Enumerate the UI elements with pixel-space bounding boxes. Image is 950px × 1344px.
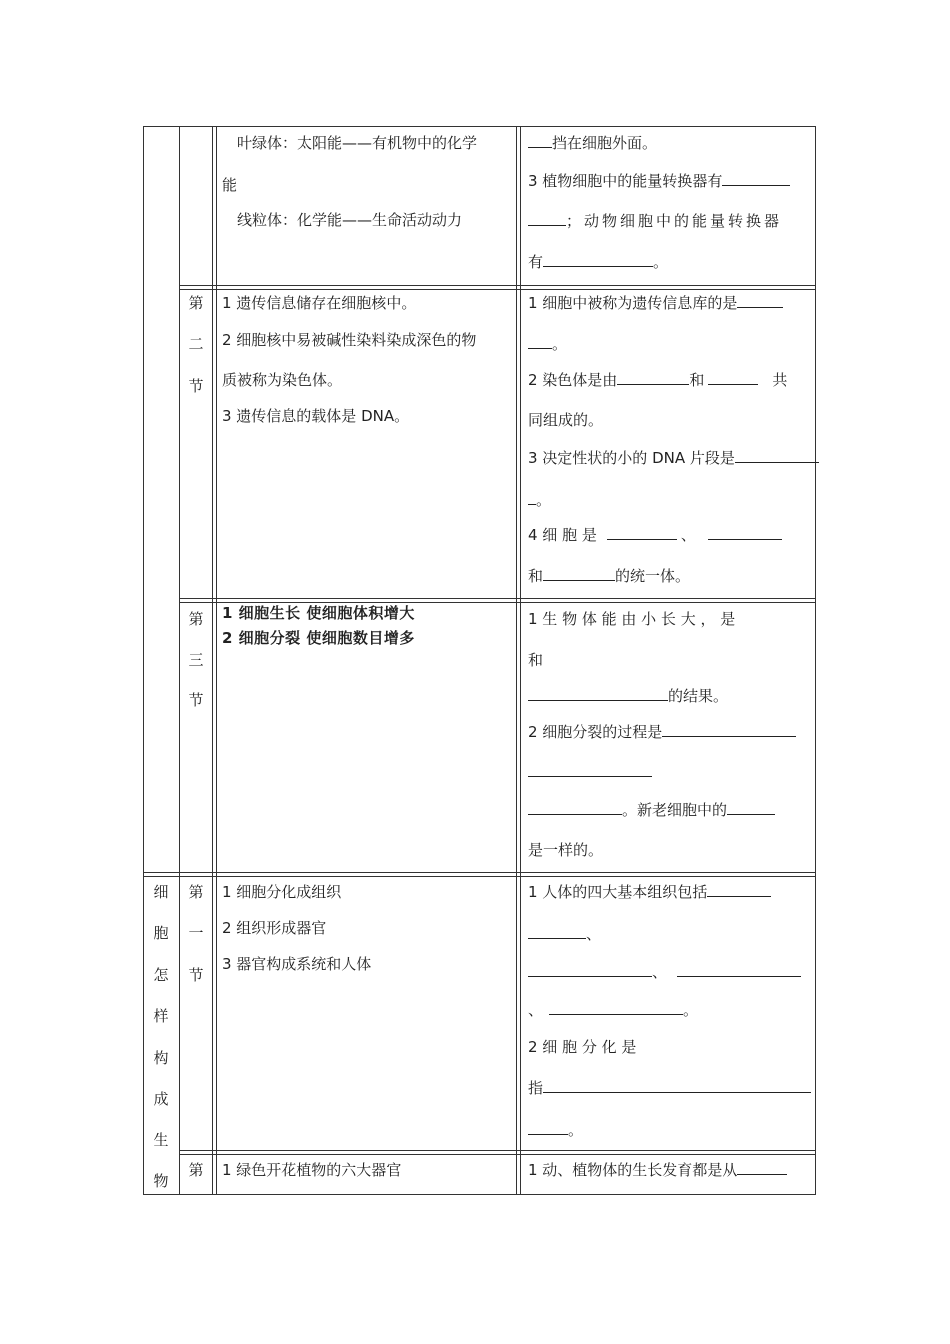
answer-blank[interactable] (543, 566, 615, 581)
answer-blank[interactable] (528, 1120, 568, 1135)
s2-right-q3: 3 决定性状的小的 DNA 片段是 (528, 448, 819, 468)
row-sep-3 (143, 872, 816, 873)
row-sep-4 (179, 1150, 816, 1151)
answer-blank[interactable] (549, 1000, 683, 1015)
s2-right-q1-cont: 。 (528, 334, 567, 354)
col-sep-3 (516, 126, 517, 1195)
c2s1-right-q1-d: 、 。 (528, 1001, 699, 1019)
row-sep-2 (179, 598, 816, 599)
chapter-title-char: 物 (153, 1172, 169, 1190)
col-sep-1 (179, 126, 180, 1195)
s2-left-line-4: 3 遗传信息的载体是 DNA。 (222, 407, 410, 425)
s2-right-q2-cont: 同组成的。 (528, 411, 604, 429)
section-label-char: 二 (188, 335, 204, 353)
c2s1-right-q2: 2 细 胞 分 化 是 (528, 1038, 637, 1056)
s2-left-line-2: 2 细胞核中易被碱性染料染成深色的物 (222, 331, 477, 349)
chapter-title-char: 细 (153, 883, 169, 901)
answer-blank[interactable] (528, 800, 622, 815)
answer-blank[interactable] (662, 722, 796, 737)
s2-left-line-1: 1 遗传信息储存在细胞核中。 (222, 294, 417, 312)
s2-right-q4-cont: 和 的统一体。 (528, 567, 691, 585)
c2s1-left-line-1: 1 细胞分化成组织 (222, 883, 342, 901)
section-label-char: 第 (188, 610, 204, 628)
answer-blank[interactable] (543, 252, 653, 267)
c2s1-right-q2-b: 指 (528, 1078, 811, 1098)
section-label-char: 节 (188, 966, 204, 984)
s3-right-q1-c: 的结果。 (528, 686, 728, 706)
s3-right-q2-c: 。新老细胞中的 (528, 800, 775, 820)
row-sep-3b (143, 876, 816, 877)
top-left-line-1: 叶绿体：太阳能——有机物中的化学 (237, 134, 478, 152)
answer-blank[interactable] (677, 962, 801, 977)
top-right-line-4: 有 。 (528, 253, 669, 271)
col-sep-3b (520, 126, 521, 1195)
s3-right-q2: 2 细胞分裂的过程是 (528, 722, 796, 742)
section-label-char: 节 (188, 377, 204, 395)
c2s1-right-q1-b: 、 (528, 924, 601, 944)
s3-left-line-2: 2 细胞分裂 使细胞数目增多 (222, 629, 415, 647)
top-right-line-3: ；动物细胞中的能量转换器 (528, 211, 808, 231)
s3-right-q1: 1 生 物 体 能 由 小 长 大 ， 是 (528, 610, 736, 628)
col-sep-2b (216, 126, 217, 1195)
top-right-line-1: 挡在细胞外面。 (528, 133, 657, 153)
chapter-title-char: 构 (153, 1049, 169, 1067)
answer-blank[interactable] (528, 490, 536, 505)
answer-blank[interactable] (737, 1160, 787, 1175)
s3-left-line-1: 1 细胞生长 使细胞体积增大 (222, 604, 415, 622)
chapter-title-char: 怎 (153, 966, 169, 984)
chapter-title-char: 成 (153, 1090, 169, 1108)
col-sep-2 (212, 126, 213, 1195)
s3-right-q2-d: 是一样的。 (528, 841, 604, 859)
row-sep-1b (179, 289, 816, 290)
top-left-line-2: 能 (222, 176, 238, 194)
top-right-line-2: 3 植物细胞中的能量转换器有 (528, 171, 790, 191)
answer-blank[interactable] (707, 882, 771, 897)
section-label-char: 第 (188, 1161, 204, 1179)
c2s1-right-q1: 1 人体的四大基本组织包括 (528, 882, 771, 902)
answer-blank[interactable] (528, 211, 566, 226)
c2s2-right-q1: 1 动、植物体的生长发育都是从 (528, 1160, 787, 1180)
row-sep-4b (179, 1154, 816, 1155)
answer-blank[interactable] (727, 800, 775, 815)
section-label-char: 节 (188, 691, 204, 709)
answer-blank[interactable] (617, 370, 689, 385)
answer-blank[interactable] (528, 334, 552, 349)
s2-right-q2: 2 染色体是由 和 共 (528, 371, 788, 389)
answer-blank[interactable] (528, 962, 652, 977)
answer-blank[interactable] (722, 171, 790, 186)
s2-right-q3-cont: 。 (528, 490, 551, 510)
answer-blank[interactable] (708, 370, 758, 385)
answer-blank[interactable] (528, 686, 668, 701)
table-right-border (815, 126, 816, 1195)
row-sep-1 (179, 285, 816, 286)
s2-left-line-3: 质被称为染色体。 (222, 371, 343, 389)
answer-blank[interactable] (528, 924, 586, 939)
answer-blank[interactable] (528, 133, 552, 148)
c2s1-left-line-3: 3 器官构成系统和人体 (222, 955, 372, 973)
answer-blank[interactable] (735, 448, 819, 463)
table-top-border (143, 126, 816, 127)
chapter-title-char: 样 (153, 1007, 169, 1025)
c2s1-left-line-2: 2 组织形成器官 (222, 919, 327, 937)
c2s1-right-q2-c: 。 (528, 1120, 583, 1140)
answer-blank[interactable] (528, 762, 652, 777)
c2s1-right-q1-c: 、 (528, 962, 801, 982)
c2s2-left-line-1: 1 绿色开花植物的六大器官 (222, 1161, 402, 1179)
section-label-char: 第 (188, 883, 204, 901)
answer-blank[interactable] (543, 1078, 811, 1093)
chapter-title-char: 生 (153, 1131, 169, 1149)
s2-right-q4: 4 细 胞 是 、 (528, 525, 782, 545)
s3-right-q1-b: 和 (528, 651, 544, 669)
top-left-line-3: 线粒体：化学能——生命活动动力 (237, 211, 463, 229)
s2-right-q1: 1 细胞中被称为遗传信息库的是 (528, 293, 783, 313)
chapter-title-char: 胞 (153, 924, 169, 942)
s3-right-q2-b (528, 762, 652, 782)
section-label-char: 三 (188, 651, 204, 669)
table-bottom-border (143, 1194, 816, 1195)
table-left-border (143, 126, 144, 1195)
answer-blank[interactable] (708, 525, 782, 540)
answer-blank[interactable] (607, 525, 677, 540)
answer-blank[interactable] (737, 293, 783, 308)
section-label-char: 第 (188, 294, 204, 312)
section-label-char: 一 (188, 924, 204, 942)
